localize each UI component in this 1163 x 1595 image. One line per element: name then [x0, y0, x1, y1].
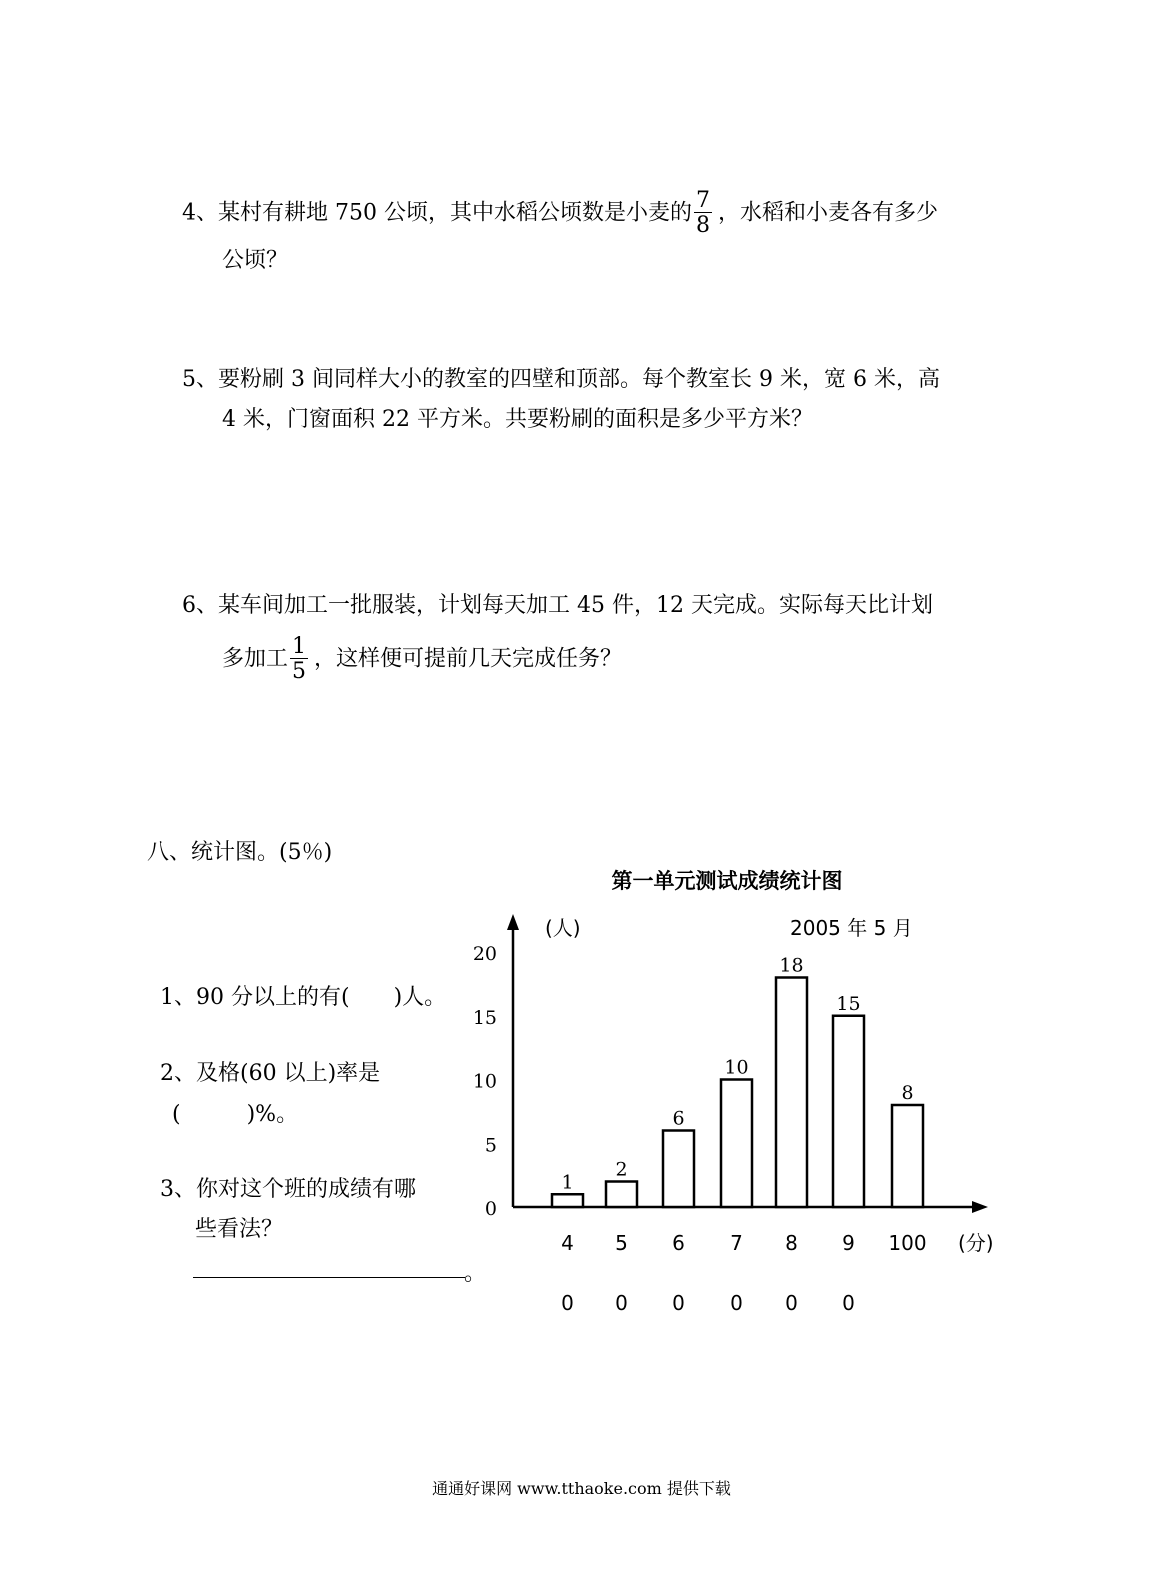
bar-1	[606, 1182, 637, 1208]
y-axis-unit-label: (人)	[545, 916, 581, 940]
bar-data-label-6: 8	[901, 1082, 914, 1104]
x-tick-label-4: 8	[785, 1231, 798, 1255]
problem-5-line1: 5、要粉刷 3 间同样大小的教室的四壁和顶部。每个教室长 9 米，宽 6 米，高	[182, 367, 940, 392]
fraction-denominator: 8	[695, 213, 710, 238]
section-8-q3-line2: 些看法？	[195, 1217, 284, 1242]
bar-data-label-2: 6	[672, 1107, 685, 1130]
problem-5-line2: 4 米，门窗面积 22 平方米。共要粉刷的面积是多少平方米？	[222, 407, 813, 432]
x-tick-label-100: 100	[888, 1231, 927, 1255]
x-tick-label-row2-2: 0	[672, 1291, 685, 1315]
x-tick-label-row2-0: 0	[561, 1291, 574, 1315]
fraction-numerator: 1	[292, 634, 307, 659]
bar-3	[721, 1080, 752, 1208]
bar-data-label-1: 2	[615, 1158, 628, 1181]
y-tick-label-0: 0	[484, 1198, 497, 1220]
y-tick-label-1: 5	[484, 1134, 497, 1157]
y-axis-arrow	[507, 914, 519, 930]
x-axis-arrow	[972, 1201, 988, 1213]
y-tick-label-3: 15	[472, 1006, 497, 1029]
problem-6-line1: 6、某车间加工一批服装，计划每天加工 45 件，12 天完成。实际每天比计划	[182, 593, 933, 618]
x-tick-label-2: 6	[672, 1231, 685, 1255]
x-tick-label-5: 9	[842, 1231, 855, 1255]
section-8-q2-line1: 2、及格(60 以上)率是	[160, 1061, 381, 1086]
answer-end-mark: 。	[464, 1261, 487, 1286]
problem-6-suffix: ，这样便可提前几天完成任务？	[314, 646, 623, 672]
x-tick-label-0: 4	[561, 1231, 574, 1255]
problem-4-line2: 公顷？	[222, 248, 289, 273]
section-8-heading: 八、统计图。(5％)	[147, 840, 333, 865]
bar-data-label-3: 10	[724, 1056, 749, 1079]
x-tick-label-3: 7	[730, 1231, 743, 1255]
problem-6-prefix: 多加工	[222, 646, 289, 672]
footer: 通通好课网 www.tthaoke.com 提供下载	[432, 1479, 731, 1498]
section-8-q3-line1: 3、你对这个班的成绩有哪	[160, 1177, 416, 1202]
x-axis-unit-label: (分)	[958, 1231, 994, 1255]
bar-0	[552, 1194, 583, 1207]
chart-title: 第一单元测试成绩统计图	[611, 869, 843, 893]
bar-6	[892, 1105, 923, 1207]
x-tick-label-row2-3: 0	[730, 1291, 743, 1315]
x-tick-label-row2-1: 0	[615, 1291, 628, 1315]
section-8-q1: 1、90 分以上的有( )人。	[160, 985, 447, 1010]
problem-4-suffix: ，水稻和小麦各有多少	[717, 200, 938, 226]
x-tick-label-row2-5: 0	[842, 1291, 855, 1315]
problem-4-prefix: 4、某村有耕地 750 公顷，其中水稻公顷数是小麦的	[182, 200, 692, 226]
bar-4	[776, 978, 807, 1208]
x-tick-label-row2-4: 0	[785, 1291, 798, 1315]
fraction-numerator: 7	[695, 188, 710, 213]
fraction-denominator: 5	[292, 659, 307, 684]
x-tick-label-1: 5	[615, 1231, 628, 1255]
bar-data-label-5: 15	[836, 992, 861, 1015]
y-tick-label-4: 20	[472, 943, 497, 965]
bar-data-label-0: 1	[561, 1171, 574, 1194]
y-tick-label-2: 10	[472, 1070, 497, 1093]
bar-5	[833, 1016, 864, 1207]
bar-data-label-4: 18	[779, 954, 804, 977]
chart-date: 2005 年 5 月	[790, 916, 913, 940]
bar-2	[663, 1131, 694, 1208]
section-8-q2-line2: ( )%。	[172, 1102, 299, 1127]
